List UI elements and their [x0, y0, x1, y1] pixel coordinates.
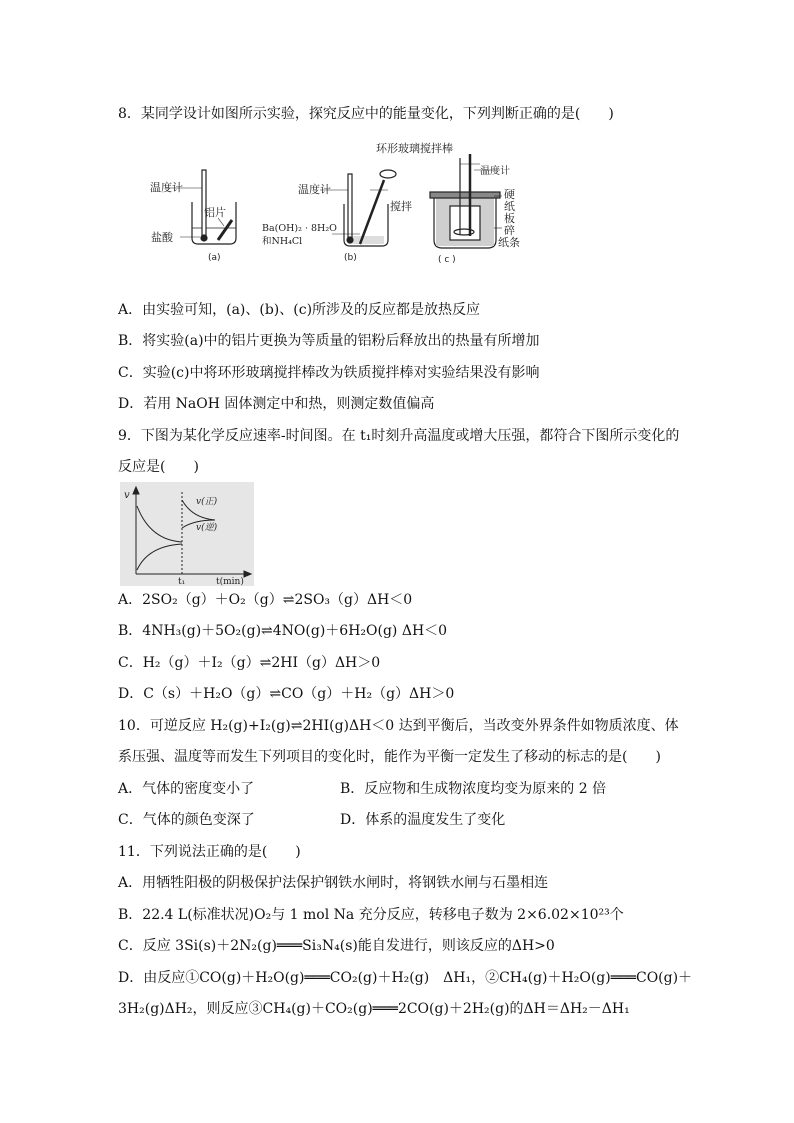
- beaker-b-diagram: [320, 170, 396, 246]
- q10-option-b: B．反应物和生成物浓度均变为原来的 2 倍: [340, 781, 607, 797]
- a-thermometer-label: 温度计: [150, 181, 183, 194]
- b-reagent-line1: Ba(OH)₂ · 8H₂O: [262, 223, 337, 234]
- q9-stem-line2: 反应是( ): [118, 459, 199, 475]
- b-stir-label: 搅拌: [390, 200, 412, 213]
- q10-option-d: D．体系的温度发生了变化: [340, 812, 506, 828]
- q8-option-d: D．若用 NaOH 固体测定中和热，则测定数值偏高: [118, 396, 435, 412]
- q11-option-c: C．反应 3Si(s)＋2N₂(g)═══Si₃N₄(s)能自发进行，则该反应的ΔH>0: [118, 938, 555, 954]
- a-hcl-label: 盐酸: [151, 231, 173, 244]
- q8-stem: 8．某同学设计如图所示实验，探究反应中的能量变化，下列判断正确的是( ): [118, 106, 614, 122]
- c-board-label-1: 硬: [504, 188, 515, 201]
- q11-option-b: B．22.4 L(标准状况)O₂与 1 mol Na 充分反应，转移电子数为 2×6.02×10²³个: [118, 907, 624, 923]
- a-al-label: 铝片: [204, 206, 226, 219]
- q9-option-a: A．2SO₂（g）＋O₂（g）⇌2SO₃（g）ΔH＜0: [118, 592, 413, 608]
- q8-apparatus-figure: [148, 140, 528, 265]
- c-board-label-2: 纸: [504, 200, 515, 213]
- rate-time-graph: [120, 482, 254, 586]
- q11-option-a: A．用牺牲阳极的阴极保护法保护钢铁水闸时，将钢铁水闸与石墨相连: [118, 875, 549, 891]
- q9-stem-line1: 9．下图为某化学反应速率-时间图。在 t₁时刻升高温度或增大压强，都符合下图所示变化的: [118, 428, 680, 444]
- q8-option-b: B．将实验(a)中的铝片更换为等质量的铝粉后释放出的热量有所增加: [118, 333, 540, 349]
- b-reagent-line2: 和NH₄Cl: [262, 236, 303, 247]
- c-thermometer-label: 温度计: [480, 166, 510, 177]
- q11-option-d-line2: 3H₂(g)ΔH₂，则反应③CH₄(g)＋CO₂(g)═══2CO(g)＋2H₂(g)的ΔH＝ΔH₂－ΔH₁: [118, 1001, 630, 1017]
- q8-option-c: C．实验(c)中将环形玻璃搅拌棒改为铁质搅拌棒对实验结果没有影响: [118, 365, 540, 381]
- q11-stem: 11．下列说法正确的是( ): [118, 844, 301, 860]
- graph-v-reverse-label: v(逆): [196, 523, 218, 533]
- b-caption: (b): [344, 253, 357, 263]
- q10-stem-line2: 系压强、温度等而发生下列项目的变化时，能作为平衡一定发生了移动的标志的是( ): [118, 749, 661, 765]
- c-paper-label-1: 碎: [504, 224, 515, 237]
- graph-t1-label: t₁: [178, 577, 186, 586]
- q9-option-d: D．C（s）＋H₂O（g）⇌CO（g）＋H₂（g）ΔH＞0: [118, 686, 455, 702]
- q9-option-b: B．4NH₃(g)＋5O₂(g)⇌4NO(g)＋6H₂O(g) ΔH＜0: [118, 623, 448, 639]
- q11-option-d-line1: D．由反应①CO(g)＋H₂O(g)═══CO₂(g)＋H₂(g) ΔH₁，②CH₄(g)＋H₂O(g)═══CO(g)＋: [118, 970, 693, 986]
- c-stirrer-label: 环形玻璃搅拌棒: [376, 142, 453, 155]
- q9-option-c: C．H₂（g）＋I₂（g）⇌2HI（g）ΔH＞0: [118, 655, 381, 671]
- q8-option-a: A．由实验可知，(a)、(b)、(c)所涉及的反应都是放热反应: [118, 302, 481, 318]
- graph-v-forward-label: v(正): [196, 497, 218, 507]
- q10-stem-line1: 10．可逆反应 H₂(g)+I₂(g)⇌2HI(g)ΔH＜0 达到平衡后，当改变外界条件如物质浓度、体: [118, 718, 679, 734]
- c-paper-label-2: 纸条: [498, 236, 520, 249]
- c-caption: ( c ): [438, 255, 456, 265]
- graph-t-axis-label: t(min): [216, 577, 244, 586]
- a-caption: (a): [208, 253, 221, 263]
- q10-option-c: C．气体的颜色变深了: [118, 812, 255, 828]
- c-board-label-3: 板: [504, 212, 515, 225]
- q10-option-a: A．气体的密度变小了: [118, 781, 255, 797]
- graph-v-axis-label: v: [124, 490, 130, 501]
- b-thermometer-label: 温度计: [298, 183, 331, 196]
